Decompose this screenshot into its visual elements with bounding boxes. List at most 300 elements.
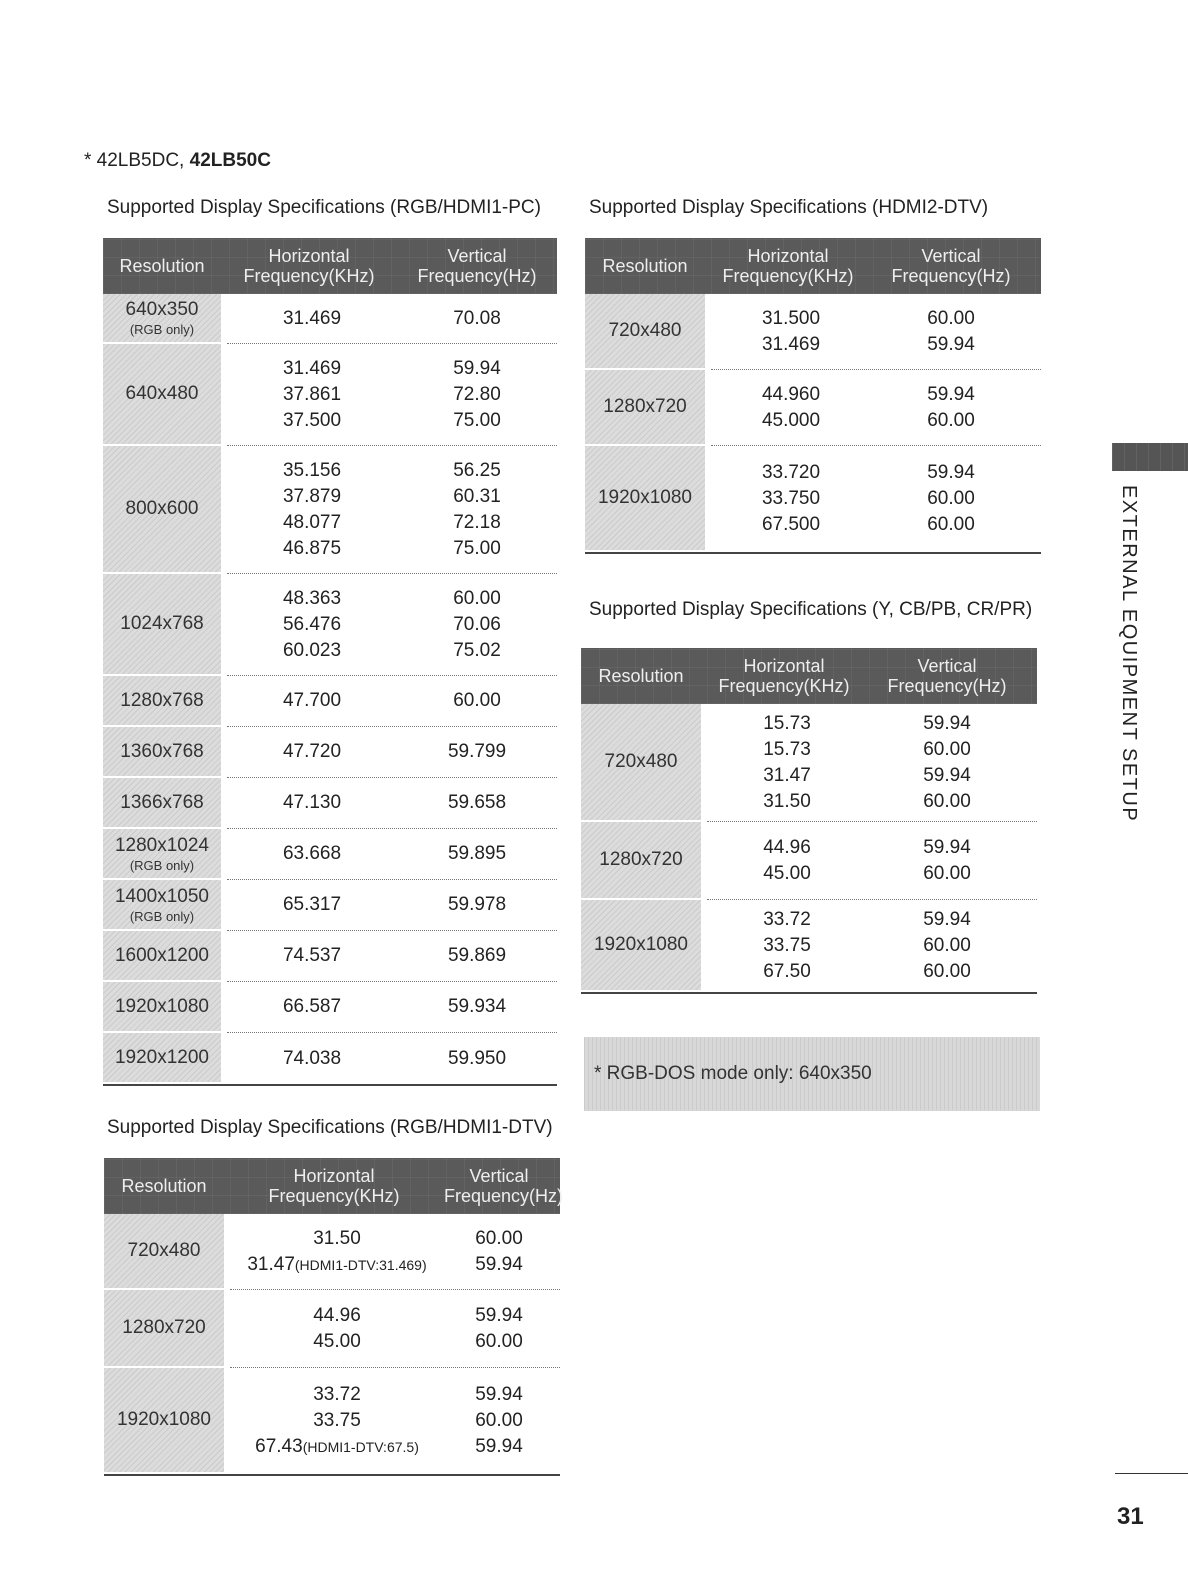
horizontal-value: 74.537	[282, 945, 342, 966]
resolution-note: (RGB only)	[129, 857, 195, 873]
resolution-group	[104, 1368, 560, 1474]
horizontal-value: 33.720	[761, 462, 821, 483]
table-row	[227, 892, 557, 918]
horizontal-frequency	[227, 945, 397, 967]
table-row	[711, 382, 1041, 408]
resolution-value: 1024x768	[120, 613, 204, 634]
resolution-cell	[103, 880, 221, 931]
table-row	[227, 790, 557, 816]
horizontal-frequency	[227, 741, 397, 763]
header-horizontal-line2: Frequency(KHz)	[722, 266, 854, 286]
table-row	[227, 458, 557, 484]
header-horizontal-line1: Horizontal	[293, 1166, 375, 1186]
table-header	[585, 238, 1041, 294]
horizontal-frequency	[711, 514, 871, 536]
header-vertical-line1: Vertical	[917, 656, 977, 676]
horizontal-value: 33.75	[313, 1410, 361, 1431]
horizontal-frequency	[227, 843, 397, 865]
resolution-value: 640x480	[125, 383, 199, 404]
horizontal-value: 67.500	[761, 514, 821, 535]
resolution-group	[103, 574, 557, 676]
resolution-group	[585, 370, 1041, 446]
table-row	[707, 789, 1037, 815]
vertical-frequency: 72.18	[453, 511, 501, 533]
horizontal-value: 47.700	[282, 690, 342, 711]
horizontal-note: (HDMI1-DTV:31.469)	[294, 1256, 427, 1273]
horizontal-frequency	[707, 863, 867, 885]
horizontal-frequency	[711, 334, 871, 356]
table-row	[707, 737, 1037, 763]
horizontal-value: 33.72	[763, 909, 811, 930]
vertical-frequency: 56.25	[453, 459, 501, 481]
header-vertical-line1: Vertical	[447, 246, 507, 266]
resolution-value: 1280x720	[599, 849, 683, 870]
vertical-frequency: 60.00	[475, 1330, 523, 1352]
frequency-rows	[227, 982, 557, 1033]
horizontal-value: 35.156	[282, 459, 342, 481]
horizontal-frequency	[227, 460, 397, 482]
vertical-frequency: 59.658	[447, 792, 507, 813]
header-horizontal	[705, 246, 871, 286]
table-row	[227, 688, 557, 714]
header-vertical	[397, 246, 557, 286]
table-row	[707, 959, 1037, 985]
vertical-frequency: 59.799	[447, 741, 507, 762]
vertical-frequency: 75.00	[453, 409, 501, 431]
horizontal-value: 56.476	[282, 613, 342, 635]
horizontal-value: 45.00	[763, 862, 811, 884]
header-horizontal-line2: Frequency(KHz)	[718, 676, 850, 696]
horizontal-frequency	[707, 791, 867, 813]
horizontal-value: 44.96	[763, 836, 811, 858]
page-number: 31	[1117, 1503, 1144, 1530]
vertical-frequency: 60.00	[923, 738, 971, 760]
vertical-frequency: 70.06	[453, 613, 501, 635]
resolution-value: 1400x1050	[114, 885, 210, 907]
resolution-value: 1920x1080	[116, 1409, 212, 1430]
header-vertical-line1: Vertical	[921, 246, 981, 266]
resolution-group	[103, 294, 557, 344]
table-row	[711, 486, 1041, 512]
vertical-frequency: 60.00	[927, 307, 975, 329]
table-row	[707, 907, 1037, 933]
table-row	[230, 1329, 560, 1355]
resolution-cell	[581, 704, 701, 822]
table-bottom-rule	[585, 552, 1041, 554]
table-row	[227, 536, 557, 562]
header-vertical-line1: Vertical	[469, 1166, 529, 1186]
resolution-cell	[103, 829, 221, 880]
vertical-frequency: 60.31	[453, 485, 501, 507]
horizontal-frequency	[711, 488, 871, 510]
title-rgb-dtv: Supported Display Specifications (RGB/HDMI1-DTV)	[107, 1117, 553, 1138]
frequency-rows	[707, 704, 1037, 822]
horizontal-value: 45.00	[313, 1330, 361, 1352]
horizontal-frequency	[227, 384, 397, 406]
header-horizontal	[221, 246, 397, 286]
horizontal-value: 44.96	[313, 1304, 361, 1326]
horizontal-value: 37.500	[282, 409, 342, 431]
vertical-frequency: 70.08	[453, 307, 501, 329]
model-prefix: * 42LB5DC,	[84, 150, 185, 171]
resolution-group	[103, 778, 557, 829]
horizontal-value: 47.130	[282, 792, 342, 813]
resolution-group	[104, 1290, 560, 1368]
resolution-cell	[104, 1290, 224, 1368]
vertical-frequency: 60.00	[923, 935, 971, 956]
resolution-cell	[103, 574, 221, 676]
vertical-frequency: 60.00	[923, 790, 971, 812]
vertical-frequency: 60.00	[475, 1410, 523, 1431]
header-horizontal-line2: Frequency(KHz)	[268, 1186, 400, 1206]
section-tab	[1112, 443, 1188, 471]
horizontal-value: 74.038	[282, 1047, 342, 1069]
horizontal-frequency	[230, 1436, 444, 1458]
horizontal-frequency	[230, 1228, 444, 1250]
resolution-value: 1600x1200	[114, 944, 210, 966]
header-vertical	[871, 246, 1031, 286]
horizontal-frequency	[707, 739, 867, 761]
resolution-cell	[103, 778, 221, 829]
table-row	[227, 484, 557, 510]
vertical-frequency: 59.895	[447, 843, 507, 864]
header-vertical-line2: Frequency(Hz)	[417, 266, 537, 286]
horizontal-value: 31.500	[761, 307, 821, 329]
title-pc: Supported Display Specifications (RGB/HDMI1-PC)	[107, 197, 541, 218]
frequency-rows	[227, 676, 557, 727]
resolution-value: 1280x1024	[114, 834, 210, 856]
header-vertical	[867, 656, 1027, 696]
vertical-frequency: 72.80	[453, 383, 501, 405]
horizontal-frequency	[230, 1305, 444, 1327]
resolution-value: 720x480	[604, 751, 678, 772]
resolution-value: 1920x1200	[114, 1046, 210, 1068]
table-row	[711, 306, 1041, 332]
vertical-frequency: 75.02	[453, 639, 501, 661]
table-component	[581, 648, 1037, 994]
frequency-rows	[230, 1214, 560, 1290]
vertical-frequency: 60.00	[453, 587, 501, 609]
horizontal-frequency	[227, 690, 397, 712]
vertical-frequency: 59.94	[923, 909, 971, 930]
horizontal-frequency	[707, 909, 867, 931]
resolution-value: 1280x768	[120, 689, 204, 711]
horizontal-frequency	[227, 512, 397, 534]
resolution-value: 720x480	[127, 1240, 201, 1261]
table-row	[707, 835, 1037, 861]
vertical-frequency: 59.94	[927, 462, 975, 483]
resolution-value: 720x480	[608, 320, 682, 341]
horizontal-value: 31.469	[282, 357, 342, 379]
resolution-group	[581, 822, 1037, 900]
table-rgb-dtv	[104, 1158, 564, 1476]
table-row	[230, 1252, 560, 1278]
table-row	[707, 861, 1037, 887]
horizontal-frequency	[227, 1048, 397, 1070]
vertical-frequency: 59.94	[475, 1304, 523, 1326]
horizontal-frequency	[227, 588, 397, 610]
resolution-group	[103, 1033, 557, 1084]
table-row	[230, 1434, 560, 1460]
resolution-group	[103, 446, 557, 574]
table-row	[230, 1408, 560, 1434]
resolution-value: 640x350	[125, 299, 199, 320]
frequency-rows	[227, 880, 557, 931]
resolution-cell	[104, 1368, 224, 1474]
resolution-cell	[104, 1214, 224, 1290]
horizontal-frequency	[230, 1254, 444, 1276]
horizontal-value: 47.720	[282, 741, 342, 762]
horizontal-frequency	[711, 462, 871, 484]
horizontal-value: 63.668	[282, 843, 342, 864]
resolution-group	[581, 900, 1037, 992]
horizontal-frequency	[227, 358, 397, 380]
table-bottom-rule	[104, 1474, 560, 1476]
table-row	[227, 943, 557, 969]
header-resolution: Resolution	[602, 255, 688, 276]
table-pc	[103, 238, 557, 1086]
horizontal-value: 45.000	[761, 409, 821, 431]
vertical-frequency: 59.94	[927, 383, 975, 405]
resolution-cell	[103, 1033, 221, 1084]
table-row	[230, 1226, 560, 1252]
horizontal-value: 48.363	[282, 587, 342, 609]
horizontal-value: 65.317	[282, 894, 342, 915]
resolution-group	[585, 446, 1041, 552]
horizontal-value: 15.73	[763, 712, 811, 734]
vertical-frequency: 60.00	[927, 409, 975, 431]
resolution-value: 1280x720	[603, 396, 687, 417]
horizontal-frequency	[227, 486, 397, 508]
resolution-cell	[585, 294, 705, 370]
resolution-group	[581, 704, 1037, 822]
table-bottom-rule	[581, 992, 1037, 994]
header-vertical-line2: Frequency(Hz)	[891, 266, 1011, 286]
resolution-note: (RGB only)	[129, 322, 195, 337]
vertical-frequency: 59.978	[447, 894, 507, 915]
horizontal-value: 67.50	[763, 961, 811, 982]
frequency-rows	[227, 1033, 557, 1084]
header-horizontal-line1: Horizontal	[743, 656, 825, 676]
horizontal-value: 31.47	[763, 764, 811, 786]
resolution-cell	[103, 982, 221, 1033]
resolution-note: (RGB only)	[129, 908, 195, 924]
table-row	[227, 739, 557, 765]
horizontal-frequency	[707, 961, 867, 983]
vertical-frequency: 60.00	[927, 514, 975, 535]
resolution-cell	[103, 446, 221, 574]
vertical-frequency: 60.00	[923, 961, 971, 982]
horizontal-frequency	[707, 935, 867, 957]
table-row	[227, 638, 557, 664]
resolution-group	[103, 982, 557, 1033]
horizontal-frequency	[227, 996, 397, 1018]
horizontal-value: 44.960	[761, 383, 821, 405]
frequency-rows	[230, 1368, 560, 1474]
vertical-frequency: 59.94	[923, 836, 971, 858]
frequency-rows	[227, 778, 557, 829]
vertical-frequency: 59.950	[447, 1047, 507, 1069]
resolution-group	[103, 829, 557, 880]
header-horizontal-line1: Horizontal	[747, 246, 829, 266]
resolution-value: 1920x1080	[593, 934, 689, 955]
table-header	[104, 1158, 564, 1214]
horizontal-frequency	[230, 1410, 444, 1432]
table-row	[227, 306, 557, 332]
horizontal-frequency	[227, 614, 397, 636]
horizontal-frequency	[711, 384, 871, 406]
frequency-rows	[227, 931, 557, 982]
table-row	[227, 612, 557, 638]
frequency-rows	[230, 1290, 560, 1368]
header-horizontal-line1: Horizontal	[268, 246, 350, 266]
horizontal-frequency	[227, 410, 397, 432]
horizontal-value: 31.469	[282, 307, 342, 329]
resolution-group	[585, 294, 1041, 370]
resolution-value: 1920x1080	[114, 995, 210, 1017]
frequency-rows	[227, 344, 557, 446]
table-bottom-rule	[103, 1084, 557, 1086]
resolution-cell	[103, 294, 221, 344]
vertical-frequency: 59.94	[475, 1253, 523, 1275]
horizontal-value: 48.077	[282, 511, 342, 533]
resolution-group	[103, 676, 557, 727]
resolution-value: 1360x768	[120, 740, 204, 762]
horizontal-value: 31.50	[313, 1227, 361, 1249]
table-hdmi2-dtv	[585, 238, 1041, 554]
table-row	[230, 1382, 560, 1408]
horizontal-frequency	[227, 308, 397, 330]
resolution-group	[103, 880, 557, 931]
horizontal-frequency	[227, 792, 397, 814]
frequency-rows	[707, 900, 1037, 992]
rgb-dos-note: * RGB-DOS mode only: 640x350	[584, 1037, 1040, 1111]
vertical-frequency: 60.00	[923, 862, 971, 884]
table-row	[230, 1303, 560, 1329]
page-rule	[1115, 1473, 1188, 1474]
table-row	[227, 1046, 557, 1072]
table-row	[711, 512, 1041, 538]
resolution-cell	[103, 727, 221, 778]
header-horizontal	[224, 1166, 444, 1206]
horizontal-frequency	[227, 538, 397, 560]
frequency-rows	[707, 822, 1037, 900]
table-row	[711, 408, 1041, 434]
resolution-cell	[581, 822, 701, 900]
vertical-frequency: 60.00	[927, 488, 975, 509]
horizontal-value: 37.861	[282, 383, 342, 405]
resolution-cell	[581, 900, 701, 992]
header-vertical-line2: Frequency(Hz)	[887, 676, 1007, 696]
horizontal-frequency	[711, 410, 871, 432]
table-row	[711, 460, 1041, 486]
header-resolution: Resolution	[598, 665, 684, 686]
resolution-cell	[103, 931, 221, 982]
table-row	[227, 408, 557, 434]
frequency-rows	[227, 574, 557, 676]
vertical-frequency: 59.94	[475, 1384, 523, 1405]
vertical-frequency: 59.94	[475, 1436, 523, 1457]
resolution-cell	[585, 370, 705, 446]
vertical-frequency: 59.934	[447, 996, 507, 1017]
table-row	[711, 332, 1041, 358]
table-row	[707, 933, 1037, 959]
horizontal-value: 31.469	[761, 333, 821, 355]
model-bold: 42LB50C	[189, 150, 271, 171]
frequency-rows	[227, 727, 557, 778]
frequency-rows	[227, 829, 557, 880]
table-row	[707, 711, 1037, 737]
table-header	[103, 238, 557, 294]
horizontal-value: 33.75	[763, 935, 811, 956]
frequency-rows	[711, 370, 1041, 446]
horizontal-value: 67.43	[255, 1436, 303, 1457]
header-horizontal	[701, 656, 867, 696]
header-vertical	[444, 1166, 564, 1206]
vertical-frequency: 60.00	[453, 690, 501, 711]
horizontal-value: 46.875	[282, 537, 342, 559]
header-resolution: Resolution	[121, 1175, 207, 1196]
table-header	[581, 648, 1037, 704]
horizontal-frequency	[227, 894, 397, 916]
resolution-cell	[585, 446, 705, 552]
horizontal-value: 33.750	[761, 488, 821, 509]
table-row	[227, 356, 557, 382]
table-row	[227, 510, 557, 536]
vertical-frequency: 60.00	[475, 1227, 523, 1249]
frequency-rows	[711, 446, 1041, 552]
title-component: Supported Display Specifications (Y, CB/PB, CR/PR)	[589, 599, 1033, 620]
resolution-group	[103, 727, 557, 778]
title-hdmi2: Supported Display Specifications (HDMI2-DTV)	[589, 197, 989, 218]
resolution-group	[103, 344, 557, 446]
horizontal-frequency	[707, 837, 867, 859]
resolution-cell	[103, 676, 221, 727]
resolution-value: 1280x720	[122, 1317, 206, 1338]
vertical-frequency: 59.94	[923, 764, 971, 786]
resolution-group	[104, 1214, 560, 1290]
horizontal-frequency	[230, 1384, 444, 1406]
horizontal-value: 33.72	[313, 1384, 361, 1405]
table-row	[707, 763, 1037, 789]
vertical-frequency: 59.94	[927, 333, 975, 355]
horizontal-frequency	[711, 308, 871, 330]
table-row	[227, 841, 557, 867]
horizontal-value: 60.023	[282, 639, 342, 661]
resolution-group	[103, 931, 557, 982]
horizontal-value: 31.50	[763, 790, 811, 812]
horizontal-frequency	[707, 765, 867, 787]
header-horizontal-line2: Frequency(KHz)	[243, 266, 375, 286]
header-vertical-line2: Frequency(Hz)	[444, 1186, 564, 1206]
resolution-value: 1366x768	[120, 791, 204, 813]
section-label: EXTERNAL EQUIPMENT SETUP	[1118, 485, 1140, 823]
vertical-frequency: 59.94	[923, 712, 971, 734]
table-row	[227, 586, 557, 612]
vertical-frequency: 75.00	[453, 537, 501, 559]
horizontal-note: (HDMI1-DTV:67.5)	[302, 1439, 419, 1455]
resolution-value: 1920x1080	[597, 487, 693, 508]
horizontal-frequency	[707, 713, 867, 735]
vertical-frequency: 59.94	[453, 357, 501, 379]
horizontal-value: 31.47	[247, 1253, 295, 1275]
vertical-frequency: 59.869	[447, 945, 507, 966]
frequency-rows	[227, 446, 557, 574]
model-line	[84, 150, 271, 172]
resolution-value: 800x600	[125, 498, 199, 519]
frequency-rows	[711, 294, 1041, 370]
horizontal-value: 66.587	[282, 996, 342, 1017]
